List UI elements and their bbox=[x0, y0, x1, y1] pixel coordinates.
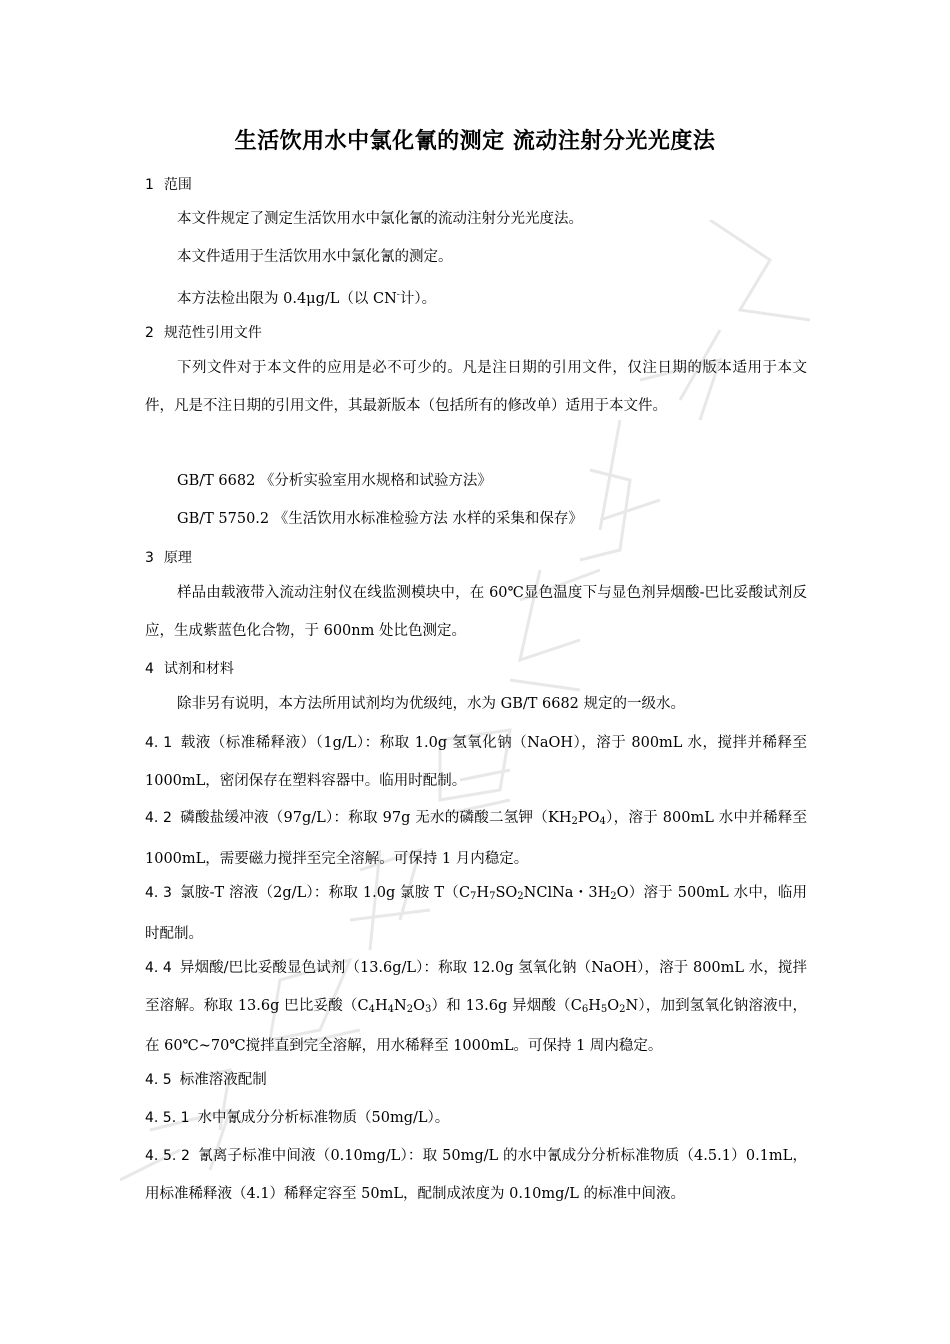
clause-4-5-1: 4. 5. 1 水中氰成分分析标准物质（50mg/L）。 bbox=[145, 1110, 450, 1126]
document-title: 生活饮用水中氯化氰的测定 流动注射分光光度法 bbox=[234, 129, 716, 154]
section-title: 试剂和材料 bbox=[163, 661, 234, 677]
paragraph: 除非另有说明，本方法所用试剂均为优级纯，水为 GB/T 6682 规定的一级水。 bbox=[177, 696, 686, 712]
reference-item: GB/T 6682 《分析实验室用水规格和试验方法》 bbox=[177, 473, 492, 489]
reference-item: GB/T 5750.2 《生活饮用水标准检验方法 水样的采集和保存》 bbox=[177, 511, 583, 527]
clause-4-5-2: 4. 5. 2 氰离子标准中间液（0.10mg/L）：取 50mg/L 的水中氰成分分析标准物质（4.5.1）0.1mL，用标准稀释液（4.1）稀释定容至 50mL，配制成浓度为 0.10mg/L 的标准中间液。 bbox=[145, 1148, 807, 1202]
paragraph: 样品由载液带入流动注射仪在线监测模块中，在 60℃显色温度下与显色剂异烟酸-巴比妥酸试剂反应，生成紫蓝色化合物，于 600nm 处比色测定。 bbox=[145, 585, 807, 639]
paragraph: 下列文件对于本文件的应用是必不可少的。凡是注日期的引用文件，仅注日期的版本适用于本文件，凡是不注日期的引用文件，其最新版本（包括所有的修改单）适用于本文件。 bbox=[145, 360, 807, 414]
section-1-heading bbox=[145, 175, 192, 195]
section-title: 规范性引用文件 bbox=[163, 325, 262, 341]
clause-4-2: 4. 2 磷酸盐缓冲液（97g/L）：称取 97g 无水的磷酸二氢钾$(KH_2PO_4)$，溶于 800mL 水中并稀释至 1000mL，需要磁力搅拌至完全溶解。可保持 1 月内稳定。 bbox=[145, 810, 807, 867]
section-3-heading bbox=[145, 548, 192, 568]
clause-4-5: 4. 5 标准溶液配制 bbox=[145, 1072, 267, 1088]
section-number: 3 bbox=[145, 550, 154, 566]
section-number: 4 bbox=[145, 661, 154, 677]
clause-4-1: 4. 1 载液（标准稀释液）（1g/L）：称取 1.0g 氢氧化钠（NaOH），溶于 800mL 水，搅拌并稀释至 1000mL，密闭保存在塑料容器中。临用时配制。 bbox=[145, 735, 808, 789]
section-title: 原理 bbox=[163, 550, 192, 566]
section-number: 1 bbox=[145, 177, 154, 193]
section-4-heading bbox=[145, 659, 234, 679]
paragraph: 本文件适用于生活饮用水中氯化氰的测定。 bbox=[177, 249, 453, 265]
paragraph: 本文件规定了测定生活饮用水中氯化氰的流动注射分光光度法。 bbox=[177, 211, 583, 227]
section-number: 2 bbox=[145, 325, 154, 341]
paragraph: 本方法检出限为 0.4μg/L（以 CN-计）。 bbox=[177, 290, 437, 307]
clause-4-4: 4. 4 异烟酸/巴比妥酸显色试剂（13.6g/L）：称取 12.0g 氢氧化钠（NaOH），溶于 800mL 水，搅拌至溶解。称取 13.6g 巴比妥酸$(C_4H_4N_2O_3)$和 13.6g 异烟酸$(C_6H_5O_2N)$，加到氢氧化钠溶液中，在 60℃~70℃搅拌直到完全溶解，用水稀释至 1000mL。可保持 1 周内稳定。 bbox=[145, 960, 807, 1054]
clause-4-3: 4. 3 氯胺-T 溶液（2g/L）：称取 1.0g 氯胺 $T(C_7H_7SO_2NClNa$・$3H_2O$）溶于 500mL 水中，临用时配制。 bbox=[145, 885, 807, 942]
section-2-heading bbox=[145, 323, 262, 343]
section-title: 范围 bbox=[163, 177, 192, 193]
